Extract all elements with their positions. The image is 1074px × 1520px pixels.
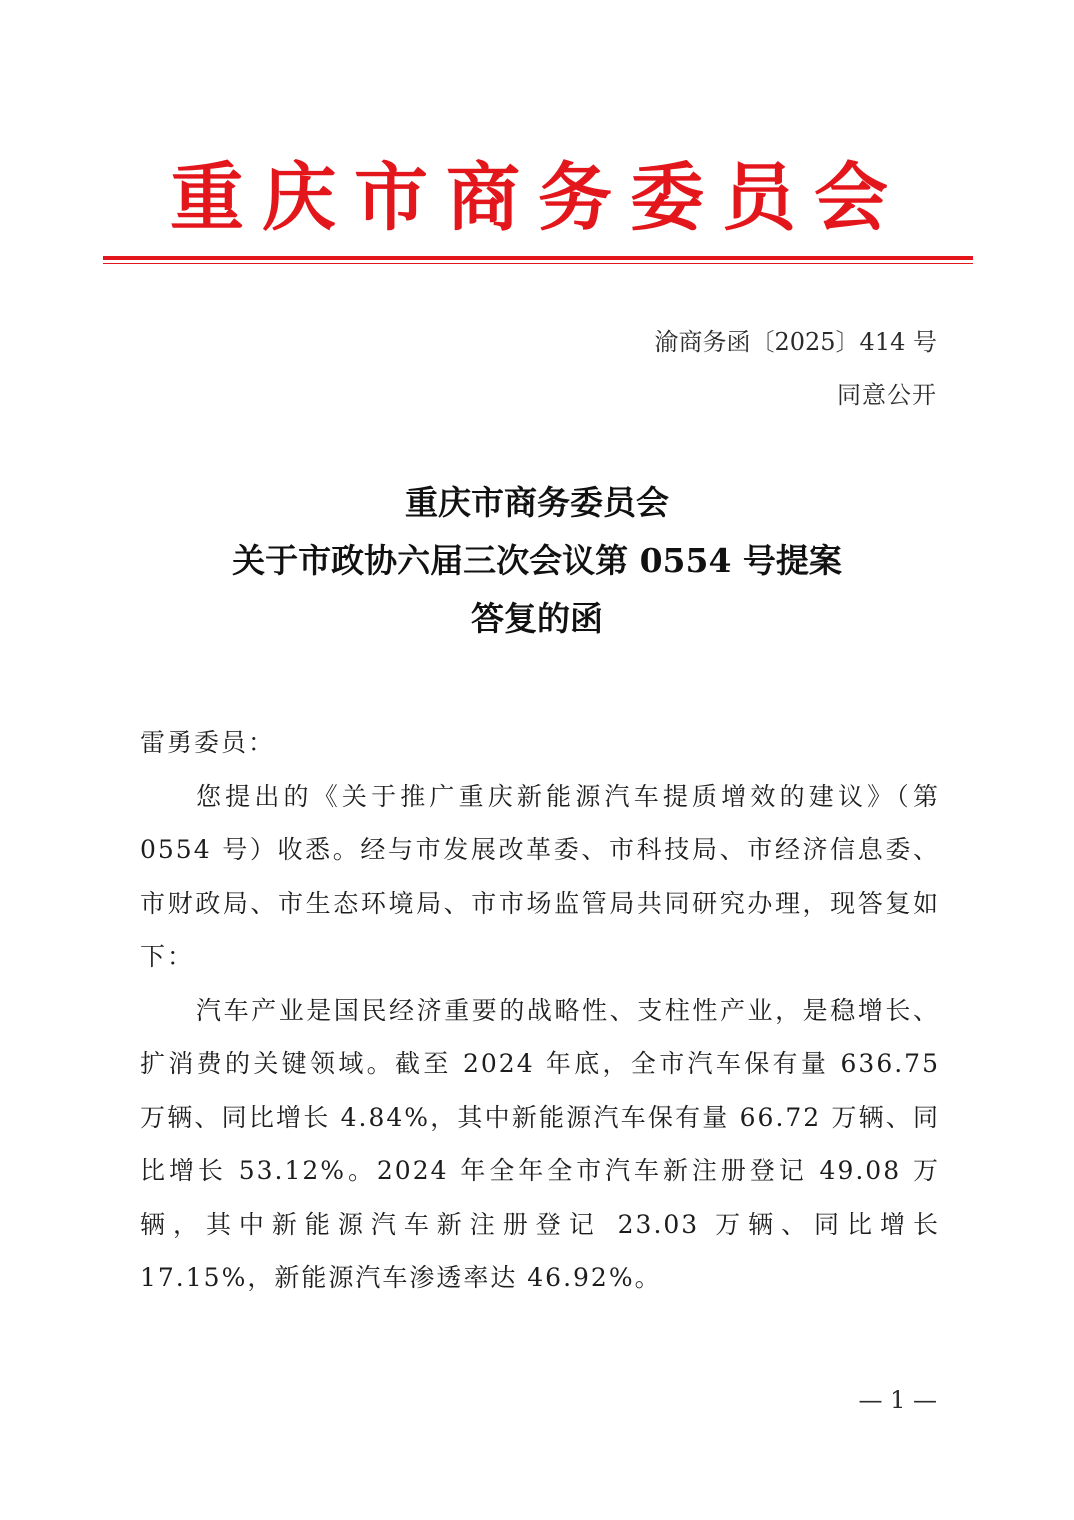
body-paragraph: 汽车产业是国民经济重要的战略性、支柱性产业，是稳增长、扩消费的关键领域。截至 2024 年底，全市汽车保有量 636.75 万辆、同比增长 4.84%，其中新能源汽车保有量 66.72 万辆、同比增长 53.12%。2024 年全年全市汽车新注册登记 49.08 万辆，其中新能源汽车新注册登记 23.03 万辆、同比增长 17.15%，新能源汽车渗透率达 46.92%。 bbox=[140, 995, 940, 1292]
title-line-2: 关于市政协六届三次会议第 0554 号提案 bbox=[232, 541, 842, 580]
body-paragraph: 您提出的《关于推广重庆新能源汽车提质增效的建议》（第 0554 号）收悉。经与市发展改革委、市科技局、市经济信息委、市财政局、市生态环境局、市市场监管局共同研究办理，现答复如下： bbox=[140, 781, 940, 971]
title-line-3: 答复的函 bbox=[471, 599, 603, 638]
document-number: 渝商务函〔2025〕414 号 bbox=[654, 328, 937, 356]
masthead-rule-thick bbox=[103, 256, 973, 260]
document-title bbox=[0, 474, 1074, 648]
masthead-rule-thin bbox=[103, 263, 973, 264]
title-line-1: 重庆市商务委员会 bbox=[405, 483, 669, 522]
masthead-org-name: 重庆市商务委员会 bbox=[170, 155, 906, 241]
disclosure-status: 同意公开 bbox=[837, 381, 937, 409]
salutation: 雷勇委员： bbox=[140, 728, 276, 757]
letter-body bbox=[140, 716, 940, 1305]
page-number: — 1 — bbox=[858, 1386, 937, 1414]
